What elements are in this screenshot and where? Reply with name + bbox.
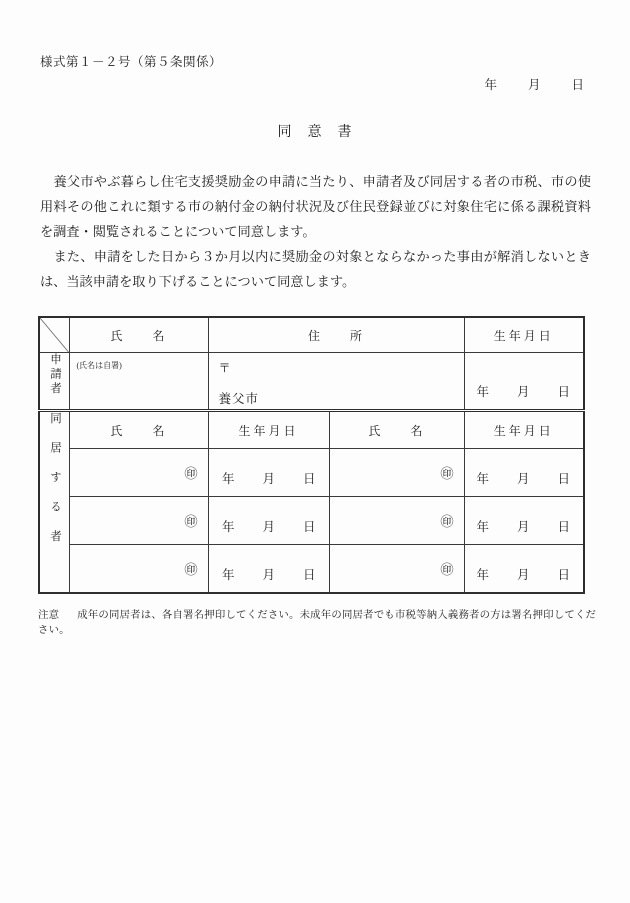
cohabitant-row-3 [39, 545, 584, 594]
consent-paragraph-1: 養父市やぶ暮らし住宅支援奨励金の申請に当たり、申請者及び同居する者の市税、市の使用料その他これに類する市の納付金の納付状況及び住民登録並びに対象住宅に係る課税資料を調査・閲覧されることについて同意します。 [40, 174, 591, 239]
cohabitant-birthdate-header-1 [208, 411, 329, 449]
cohabitant-birthdate-placeholder: 年 月 日 [476, 472, 572, 486]
cohabitant-row-label-cell [39, 411, 69, 594]
cohabitant-birthdate-field [208, 497, 329, 545]
applicant-birthdate-placeholder: 年 月 日 [476, 385, 572, 399]
applicant-row [39, 353, 584, 411]
seal-mark-icon: ㊞ [184, 514, 198, 529]
cohabitant-name-field [69, 545, 208, 594]
cohabitant-birthdate-placeholder: 年 月 日 [476, 520, 572, 534]
cohabitant-birthdate-field [464, 449, 584, 497]
cohabitant-header-row [39, 411, 584, 449]
footer-note [38, 606, 598, 636]
seal-mark-icon: ㊞ [184, 562, 198, 577]
postal-mark: 〒 [218, 361, 231, 375]
applicant-birthdate-field [464, 353, 584, 411]
seal-mark-icon: ㊞ [184, 466, 198, 481]
col-header-name [69, 317, 208, 353]
cohabitant-name-field [329, 497, 464, 545]
seal-mark-icon: ㊞ [440, 514, 454, 529]
page-title: 同 意 書 [277, 125, 353, 140]
applicant-row-label: 申請者 [49, 353, 61, 397]
cohabitant-name-header-2 [329, 411, 464, 449]
cohabitant-name-field [329, 545, 464, 594]
cohabitant-birthdate-field [208, 449, 329, 497]
col-header-name-label: 氏 名 [110, 328, 167, 343]
cohabitant-birthdate-header-2 [464, 411, 584, 449]
cohabitant-birthdate-header-1-label: 生年月日 [238, 423, 299, 438]
cohabitant-name-field [69, 497, 208, 545]
applicant-name-note: (氏名は自署) [76, 361, 122, 370]
applicant-row-label-cell [39, 353, 69, 411]
cohabitant-name-header-2-label: 氏 名 [368, 423, 425, 438]
consent-table [38, 316, 585, 594]
applicant-address-prefill: 養父市 [218, 392, 260, 406]
table-header-row [39, 317, 584, 353]
cohabitant-birthdate-placeholder: 年 月 日 [221, 568, 317, 582]
header-corner-cell [39, 317, 69, 353]
applicant-name-field [69, 353, 208, 411]
applicant-address-content [209, 353, 464, 407]
diagonal-slash-icon [40, 318, 69, 352]
cohabitant-birthdate-field [208, 545, 329, 594]
form-number: 様式第１－２号（第５条関係） [40, 55, 223, 69]
cohabitant-name-header-1 [69, 411, 208, 449]
cohabitant-birthdate-header-2-label: 生年月日 [493, 423, 554, 438]
col-header-birthdate-label: 生年月日 [493, 328, 554, 343]
cohabitant-row-1 [39, 449, 584, 497]
cohabitant-name-field [69, 449, 208, 497]
col-header-birthdate [464, 317, 584, 353]
cohabitant-row-label: 同居する者 [49, 412, 61, 560]
issue-date-line: 年 月 日 [484, 78, 586, 92]
cohabitant-name-field [329, 449, 464, 497]
footer-note-text: 成年の同居者は、各自署名押印してください。未成年の同居者でも市税等納入義務者の方は署名押印してください。 [38, 610, 597, 636]
cohabitant-name-header-1-label: 氏 名 [110, 423, 167, 438]
footer-note-label: 注意 [38, 610, 60, 621]
col-header-address [208, 317, 464, 353]
applicant-address-field [208, 353, 464, 411]
cohabitant-birthdate-placeholder: 年 月 日 [221, 472, 317, 486]
cohabitant-birthdate-field [464, 545, 584, 594]
cohabitant-birthdate-placeholder: 年 月 日 [476, 568, 572, 582]
consent-body [40, 169, 591, 294]
cohabitant-birthdate-field [464, 497, 584, 545]
consent-paragraph-2: また、申請をした日から３か月以内に奨励金の対象とならなかった事由が解消しないときは、当該申請を取り下げることについて同意します。 [40, 249, 591, 289]
seal-mark-icon: ㊞ [440, 466, 454, 481]
seal-mark-icon: ㊞ [440, 562, 454, 577]
cohabitant-row-2 [39, 497, 584, 545]
col-header-address-label: 住 所 [308, 328, 365, 343]
cohabitant-birthdate-placeholder: 年 月 日 [221, 520, 317, 534]
